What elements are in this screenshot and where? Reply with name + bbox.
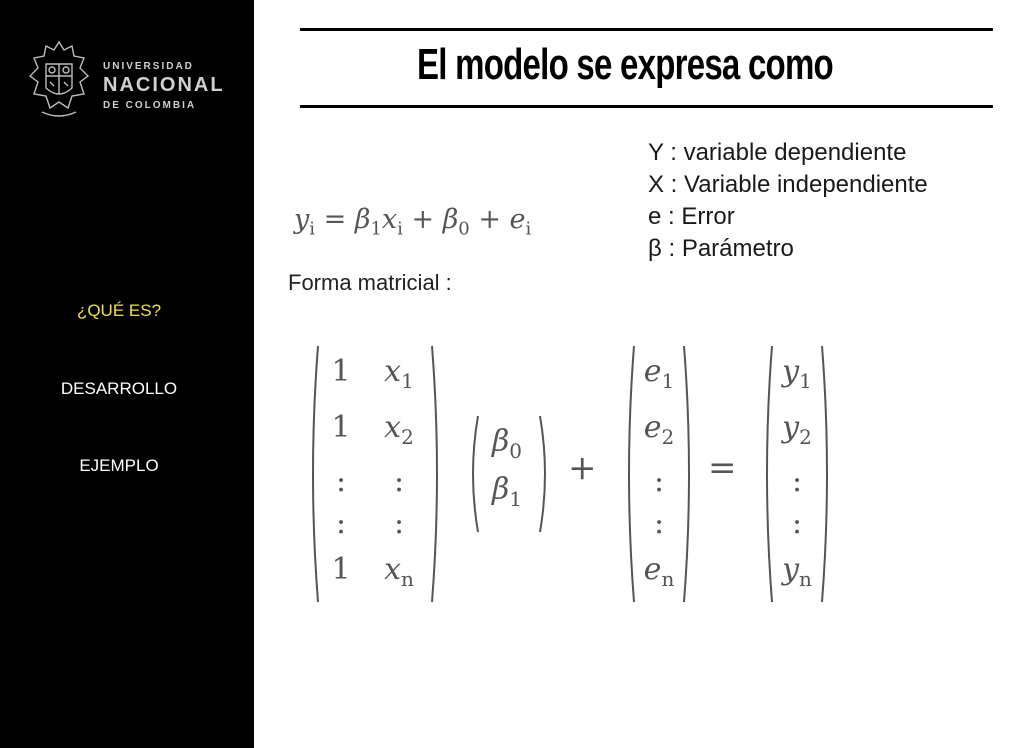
cell-var: β (491, 472, 510, 507)
cell-sub: 2 (799, 425, 812, 449)
design-matrix (306, 344, 446, 604)
cell-sub: 1 (509, 487, 523, 511)
cell-var: x (384, 410, 402, 445)
x-matrix-cell (374, 464, 424, 499)
eq-error: e (509, 204, 526, 235)
title-bottom-rule (300, 105, 993, 108)
beta-cell (482, 472, 532, 511)
eq-error-sub: i (525, 218, 532, 240)
cell-sub: 1 (799, 369, 812, 393)
cell-var: y (782, 552, 800, 587)
beta-vector (466, 414, 552, 534)
y-cell (772, 552, 822, 591)
error-cell (634, 354, 684, 393)
logo-line-universidad: UNIVERSIDAD (103, 61, 194, 72)
error-cell (634, 410, 684, 449)
cell-var: : (393, 506, 405, 541)
nav-item-ejemplo[interactable]: EJEMPLO (79, 456, 159, 475)
cell-var: e (643, 552, 662, 587)
cell-sub: 0 (509, 439, 523, 463)
title-top-rule (300, 28, 993, 31)
x-matrix-cell: 1 (331, 354, 351, 389)
eq-plus: + (402, 204, 443, 235)
cell-var: β (491, 424, 510, 459)
x-matrix-cell: 1 (331, 410, 351, 445)
legend-symbol: e (648, 203, 662, 230)
legend-text: : Error (661, 203, 735, 230)
cell-var: : (653, 506, 665, 541)
right-paren (820, 344, 834, 604)
y-cell (772, 464, 822, 499)
legend-text: : Variable independiente (664, 171, 928, 198)
sidebar (0, 0, 254, 748)
cell-sub: 1 (401, 369, 414, 393)
right-paren (430, 344, 444, 604)
cell-sub: 1 (661, 369, 675, 393)
cell-sub: 2 (401, 425, 414, 449)
x-matrix-cell: 1 (331, 552, 351, 587)
eq-beta1: β (354, 204, 371, 235)
legend-text: : variable dependiente (663, 139, 907, 166)
university-logo (24, 36, 234, 128)
y-cell (772, 506, 822, 541)
beta-cell (482, 424, 532, 463)
cell-var: e (643, 354, 662, 389)
legend-symbol: Y (648, 139, 664, 166)
equals-operator: = (708, 448, 737, 488)
eq-beta1-sub: 1 (370, 218, 382, 240)
matrix-form-caption: Forma matricial : (288, 270, 452, 295)
legend-symbol: β (648, 235, 662, 262)
eq-equals: = (315, 204, 355, 235)
x-matrix-cell: : (335, 464, 347, 499)
cell-var: e (643, 410, 662, 445)
x-matrix-cell: : (335, 506, 347, 541)
cell-sub: n (661, 567, 675, 591)
logo-line-nacional: NACIONAL (103, 74, 225, 96)
y-cell (772, 354, 822, 393)
error-cell (634, 506, 684, 541)
university-seal-icon (24, 36, 94, 126)
eq-beta0: β (442, 204, 459, 235)
x-matrix-cell (374, 354, 424, 393)
cell-var: : (653, 464, 665, 499)
eq-x: x (381, 204, 398, 235)
y-cell (772, 410, 822, 449)
cell-var: y (782, 410, 800, 445)
cell-var: x (384, 354, 402, 389)
x-matrix-cell (374, 506, 424, 541)
error-cell (634, 464, 684, 499)
eq-beta0-sub: 0 (458, 218, 470, 240)
cell-sub: 2 (661, 425, 675, 449)
variable-legend (648, 137, 928, 265)
logo-line-colombia: DE COLOMBIA (103, 100, 197, 111)
legend-text: : Parámetro (661, 235, 794, 262)
cell-var: : (791, 506, 803, 541)
nav-item-que-es[interactable]: ¿QUÉ ES? (76, 301, 162, 320)
x-matrix-cell (374, 552, 424, 591)
plus-operator: + (568, 448, 597, 488)
eq-y: y (294, 204, 310, 235)
error-cell (634, 552, 684, 591)
nav-item-desarrollo[interactable]: DESARROLLO (60, 379, 178, 398)
cell-var: y (782, 354, 800, 389)
right-paren (538, 414, 552, 534)
regression-equation (294, 204, 531, 239)
slide-title: El modelo se expresa como (417, 40, 833, 89)
legend-item-beta (648, 233, 928, 265)
eq-y-sub: i (309, 218, 316, 240)
cell-sub: n (401, 567, 414, 591)
cell-var: : (393, 464, 405, 499)
x-matrix-cell (374, 410, 424, 449)
left-paren (466, 414, 480, 534)
legend-item-y (648, 137, 928, 169)
legend-item-e (648, 201, 928, 233)
response-vector (760, 344, 834, 604)
cell-var: : (791, 464, 803, 499)
legend-item-x (648, 169, 928, 201)
legend-symbol: X (648, 171, 665, 198)
eq-x-sub: i (397, 218, 403, 240)
eq-plus: + (469, 204, 510, 235)
right-paren (682, 344, 696, 604)
cell-var: x (384, 552, 402, 587)
cell-sub: n (799, 567, 812, 591)
error-vector (622, 344, 696, 604)
